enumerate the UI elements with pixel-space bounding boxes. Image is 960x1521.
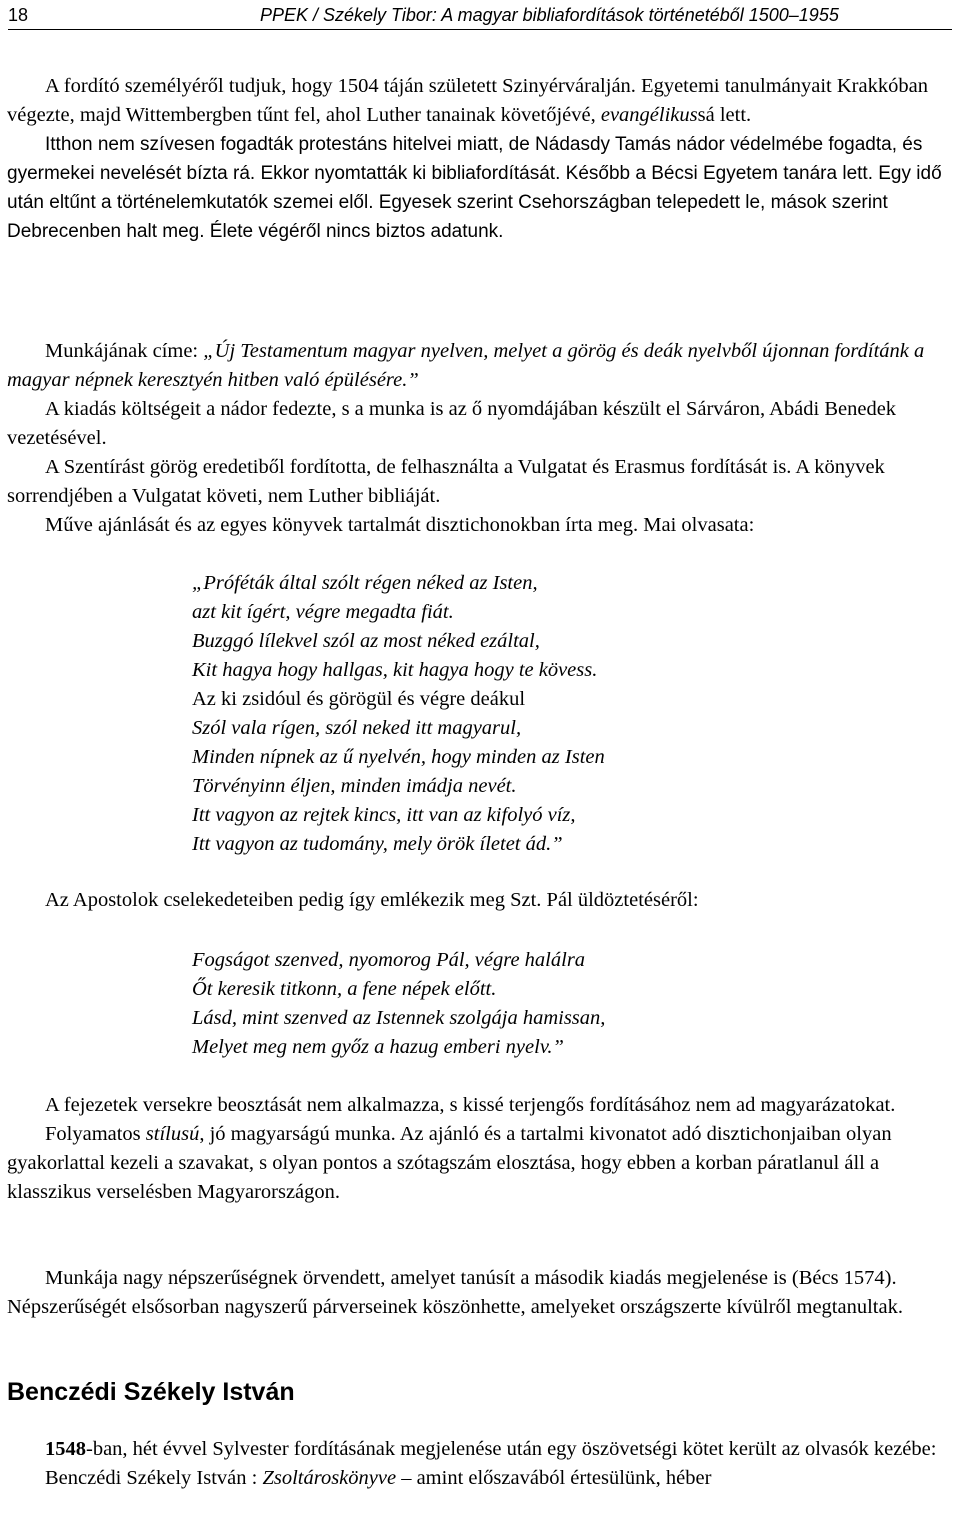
poem-line: Itt vagyon az tudomány, mely örök íletet ád.” bbox=[192, 833, 563, 855]
poem-line: Itt vagyon az rejtek kincs, itt van az kifolyó víz, bbox=[192, 804, 576, 826]
work-title: „Új Testamentum magyar nyelven, melyet a görög és deák nyelvből újonnan fordítánk a magyar népnek keresztyén hitben való épülésére.” bbox=[7, 340, 925, 391]
poem-line: Fogságot szenved, nyomorog Pál, végre halálra bbox=[192, 949, 586, 971]
poem-line: Melyet meg nem győz a hazug emberi nyelv.” bbox=[192, 1036, 564, 1058]
intro-text-end: sá lett. bbox=[697, 104, 752, 126]
section-heading: Benczédi Székely István bbox=[7, 1378, 295, 1406]
psalter-title: Zsoltároskönyve bbox=[262, 1467, 397, 1489]
poem-line: Minden nípnek az ű nyelvén, hogy minden az Isten bbox=[192, 746, 605, 768]
poem-line: Szól vala rígen, szól neked itt magyarul, bbox=[192, 717, 522, 739]
header-rule bbox=[8, 29, 952, 30]
intro-text: A fordító személyéről tudjuk, hogy 1504 táján született Szinyérváralján. Egyetemi tanulmányait Krakkóban végezte, majd Wittembergben tűnt fel, ahol Luther tanainak követőjévé, bbox=[7, 75, 928, 126]
poem-line: Buzggó lílekvel szól az most néked ezáltal, bbox=[192, 630, 540, 652]
poem-line: Az ki zsidóul és görögül és végre deákul bbox=[192, 688, 526, 710]
work-title-lead: Munkájának címe: bbox=[45, 340, 204, 362]
section-body bbox=[7, 1435, 942, 1493]
poem-line: Kit hagya hogy hallgas, kit hagya hogy te kövess. bbox=[192, 659, 598, 681]
psalter-text: – amint előszavából értesülünk, héber bbox=[396, 1467, 712, 1489]
poem-line: „Próféták által szólt régen néked az Isten, bbox=[192, 572, 538, 594]
poem-line: Törvényinn éljen, minden imádja nevét. bbox=[192, 775, 517, 797]
poem-line: Őt keresik titkonn, a fene népek előtt. bbox=[192, 978, 497, 1000]
intro-paragraph bbox=[7, 72, 942, 246]
page-number: 18 bbox=[8, 5, 29, 25]
section-text: -ban, hét évvel Sylvester fordításának megjelenése után egy öszövetségi kötet került az olvasók kezébe: bbox=[86, 1438, 937, 1460]
style-text-rest: , jó magyarságú munka. Az ajánló és a tartalmi kivonatot adó disztichonjaiban olyan gyakorlattal kezeli a szavakat, s olyan pontos a szótagszám elosztása, hogy ebben a korban páratlanul áll a klasszikus verselésben Magyarországon. bbox=[7, 1123, 892, 1203]
poem-line: azt kit ígért, végre megadta fiát. bbox=[192, 601, 454, 623]
acts-intro-text: Az Apostolok cselekedeteiben pedig így emlékezik meg Szt. Pál üldöztetéséről: bbox=[45, 889, 699, 911]
work-paragraphs bbox=[7, 337, 942, 540]
poem-acts bbox=[192, 946, 605, 1062]
work-publication: A kiadás költségeit a nádor fedezte, s a munka is az ő nyomdájában készült el Sárváron, Abádi Benedek vezetésével. bbox=[7, 398, 897, 449]
running-title: PPEK / Székely Tibor: A magyar bibliafordítások történetéből 1500–1955 bbox=[260, 5, 839, 25]
page-header bbox=[8, 0, 952, 30]
assessment-paragraphs bbox=[7, 1091, 942, 1207]
style-italic: stílusú bbox=[145, 1123, 200, 1145]
poem-line: Lásd, mint szenved az Istennek szolgája hamissan, bbox=[192, 1007, 606, 1029]
year-bold: 1548 bbox=[45, 1438, 86, 1460]
work-dedication: Műve ajánlását és az egyes könyvek tartalmát disztichonokban írta meg. Mai olvasata: bbox=[45, 514, 755, 536]
chapters-paragraph: A fejezetek versekre beosztását nem alkalmazza, s kissé terjengős fordításához nem ad magyarázatokat. bbox=[45, 1094, 896, 1116]
intro-italic: evangélikus bbox=[600, 104, 698, 126]
popularity-text: Munkája nagy népszerűségnek örvendett, amelyet tanúsít a második kiadás megjelenése is (Bécs 1574). Népszerűségét elsősorban nagyszerű párverseinek köszönhette, amelyeket országszerte kívülről megtanultak. bbox=[7, 1267, 903, 1318]
style-text: Folyamatos bbox=[45, 1123, 146, 1145]
acts-intro bbox=[7, 886, 942, 915]
poem-dedication bbox=[192, 569, 605, 859]
popularity-paragraph bbox=[7, 1264, 942, 1322]
intro-biography: Itthon nem szívesen fogadták protestáns hitelvei miatt, de Nádasdy Tamás nádor védelmébe fogadta, és gyermekei nevelését bízta rá. Ekkor nyomtatták ki bibliafordítását. Később a Bécsi Egyetem tanára lett. Egy idő után eltűnt a történelemkutatók szemei elől. Egyesek szerint Csehországban telepedett le, mások szerint Debrecenben halt meg. Élete végéről nincs biztos adatunk. bbox=[7, 134, 942, 242]
psalter-author: Benczédi Székely István : bbox=[45, 1467, 263, 1489]
work-sources: A Szentírást görög eredetiből fordította, de felhasználta a Vulgatat és Erasmus fordítását is. A könyvek sorrendjében a Vulgatat követi, nem Luther bibliáját. bbox=[7, 456, 885, 507]
